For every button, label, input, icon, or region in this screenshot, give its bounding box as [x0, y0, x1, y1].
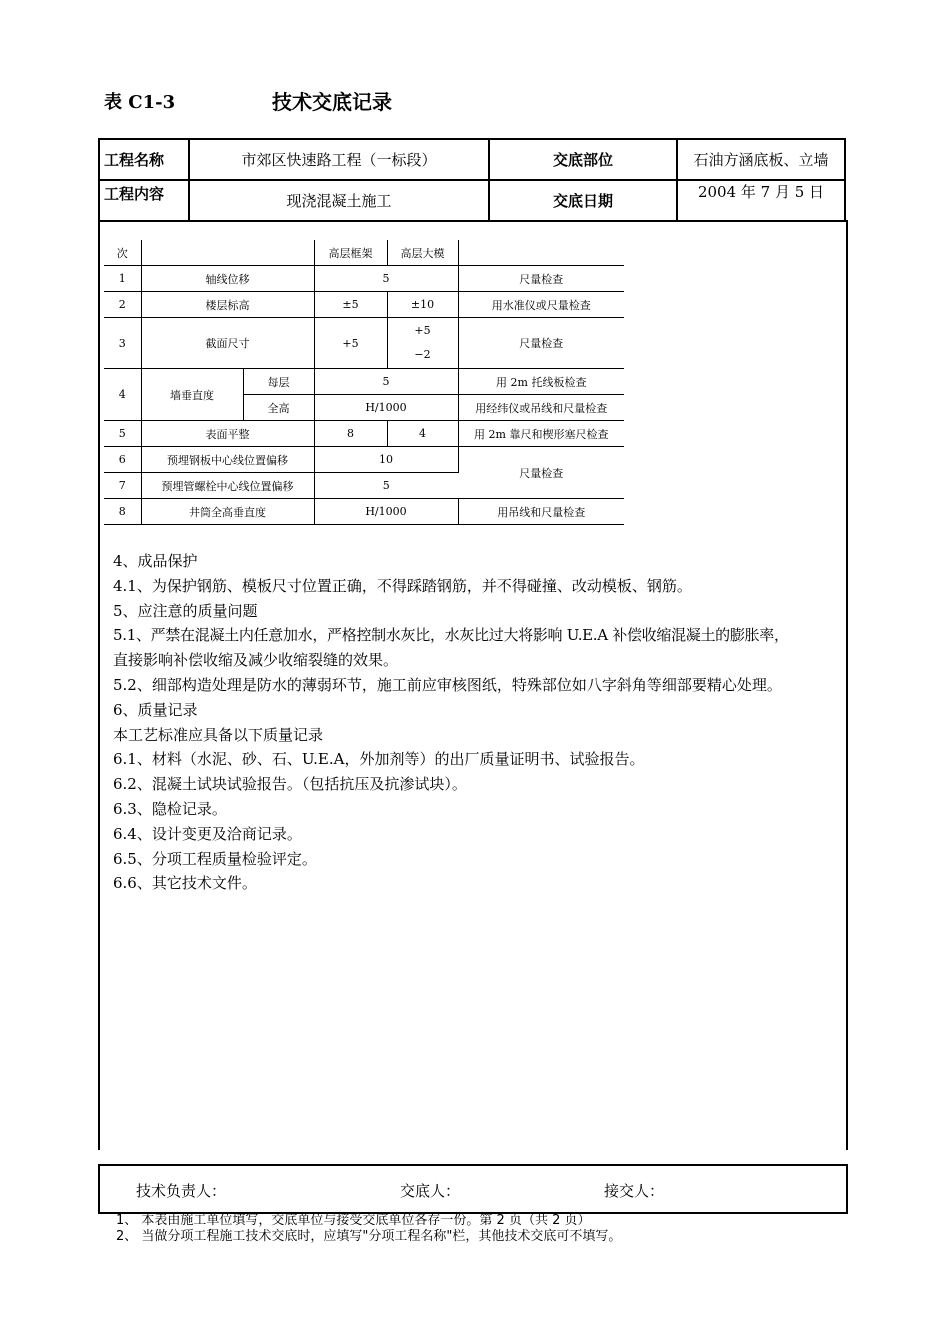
header-cell: 次: [104, 240, 141, 266]
body-line: 5.1、严禁在混凝土内任意加水，严格控制水灰比，水灰比过大将影响 U.E.A 补偿收缩混凝土的膨胀率，: [113, 626, 789, 645]
value-cell: 5: [314, 369, 458, 395]
body-text: [113, 549, 853, 896]
form-code: 表 C1-3: [104, 92, 176, 113]
value-cell: 8: [314, 421, 387, 447]
presenter-signature: 交底人：: [400, 1182, 461, 1200]
header-cell: [141, 240, 314, 266]
body-line: 6.4、设计变更及洽商记录。: [113, 824, 302, 843]
body-line: 6.3、隐检记录。: [113, 799, 227, 818]
method-cell: 用 2m 托线板检查: [458, 369, 624, 395]
table-row: [104, 318, 624, 369]
row-number: 8: [104, 499, 141, 525]
tech-lead-signature: 技术负责人：: [136, 1182, 227, 1200]
body-line: 5.2、细部构造处理是防水的薄弱环节，施工前应审核图纸，特殊部位如八字斜角等细部要精心处理。: [113, 675, 782, 694]
body-line: 4.1、为保护钢筋、模板尺寸位置正确，不得踩踏钢筋，并不得碰撞、改动模板、钢筋。: [113, 576, 692, 595]
table-row: [104, 369, 624, 395]
method-cell: 尺量检查: [458, 266, 624, 292]
item-cell: 墙垂直度: [141, 369, 243, 421]
row-number: 1: [104, 266, 141, 292]
table-row: [104, 499, 624, 525]
value-cell: H/1000: [314, 499, 458, 525]
item-cell: 轴线位移: [141, 266, 314, 292]
form-title: 技术交底记录: [272, 90, 392, 114]
row-number: 3: [104, 318, 141, 369]
notes: [116, 1213, 621, 1245]
body-line: 5、应注意的质量问题: [113, 601, 258, 620]
method-cell: 用经纬仪或吊线和尺量检查: [458, 395, 624, 421]
table-row: [104, 421, 624, 447]
table-row: [104, 447, 624, 473]
method-cell: 尺量检查: [458, 447, 624, 499]
sub-item-cell: 全高: [243, 395, 314, 421]
item-cell: 预埋钢板中心线位置偏移: [141, 447, 314, 473]
row-number: 4: [104, 369, 141, 421]
body-line: 6.2、混凝土试块试验报告。（包括抗压及抗渗试块）。: [113, 775, 467, 794]
header-cell: 高层框架: [314, 240, 387, 266]
body-line: 6.6、其它技术文件。: [113, 874, 257, 893]
content-label: 工程内容: [99, 180, 189, 221]
date-label: 交底日期: [489, 180, 677, 221]
content-value: 现浇混凝土施工: [189, 180, 489, 221]
location-value: 石油方涵底板、立墙: [677, 139, 845, 180]
tolerance-table: [104, 240, 624, 525]
method-cell: 用水准仪或尺量检查: [458, 292, 624, 318]
row-number: 6: [104, 447, 141, 473]
value-cell: H/1000: [314, 395, 458, 421]
date-value: 2004 年 7 月 5 日: [677, 180, 845, 221]
row-number: 2: [104, 292, 141, 318]
header-table: [98, 138, 846, 220]
body-line: 6.1、材料（水泥、砂、石、U.E.A，外加剂等）的出厂质量证明书、试验报告。: [113, 750, 645, 769]
receiver-signature: 接交人：: [604, 1182, 665, 1200]
body-line: 6、质量记录: [113, 700, 198, 719]
value-upper: +5: [414, 324, 431, 337]
method-cell: 用吊线和尺量检查: [458, 499, 624, 525]
sub-item-cell: 每层: [243, 369, 314, 395]
row-number: 5: [104, 421, 141, 447]
note-line: 2、 当做分项工程施工技术交底时，应填写"分项工程名称"栏，其他技术交底可不填写。: [116, 1229, 622, 1244]
project-name-label: 工程名称: [99, 139, 189, 180]
value-cell: 10: [314, 447, 458, 473]
table-row: [104, 266, 624, 292]
body-line: 6.5、分项工程质量检验评定。: [113, 849, 317, 868]
table-row: [104, 292, 624, 318]
item-cell: 表面平整: [141, 421, 314, 447]
note-line: 1、 本表由施工单位填写，交底单位与接受交底单位各存一份。第 2 页（共 2 页）: [116, 1213, 591, 1228]
project-name-value: 市郊区快速路工程（一标段）: [189, 139, 489, 180]
item-cell: 截面尺寸: [141, 318, 314, 369]
method-cell: 尺量检查: [458, 318, 624, 369]
item-cell: 预埋管螺栓中心线位置偏移: [141, 473, 314, 499]
header-cell: 高层大模: [387, 240, 458, 266]
body-line: 直接影响补偿收缩及减少收缩裂缝的效果。: [113, 651, 399, 670]
table-row: [104, 240, 624, 266]
value-cell: [387, 318, 458, 369]
row-number: 7: [104, 473, 141, 499]
method-cell: 用 2m 靠尺和楔形塞尺检查: [458, 421, 624, 447]
item-cell: 楼层标高: [141, 292, 314, 318]
body-line: 本工艺标准应具备以下质量记录: [113, 725, 324, 744]
body-line: 4、成品保护: [113, 552, 198, 570]
header-cell: [458, 240, 624, 266]
value-cell: ±10: [387, 292, 458, 318]
value-cell: 4: [387, 421, 458, 447]
value-cell: 5: [314, 266, 458, 292]
value-lower: −2: [414, 348, 431, 361]
location-label: 交底部位: [489, 139, 677, 180]
value-cell: ±5: [314, 292, 387, 318]
item-cell: 井筒全高垂直度: [141, 499, 314, 525]
value-cell: +5: [314, 318, 387, 369]
value-cell: 5: [314, 473, 458, 499]
